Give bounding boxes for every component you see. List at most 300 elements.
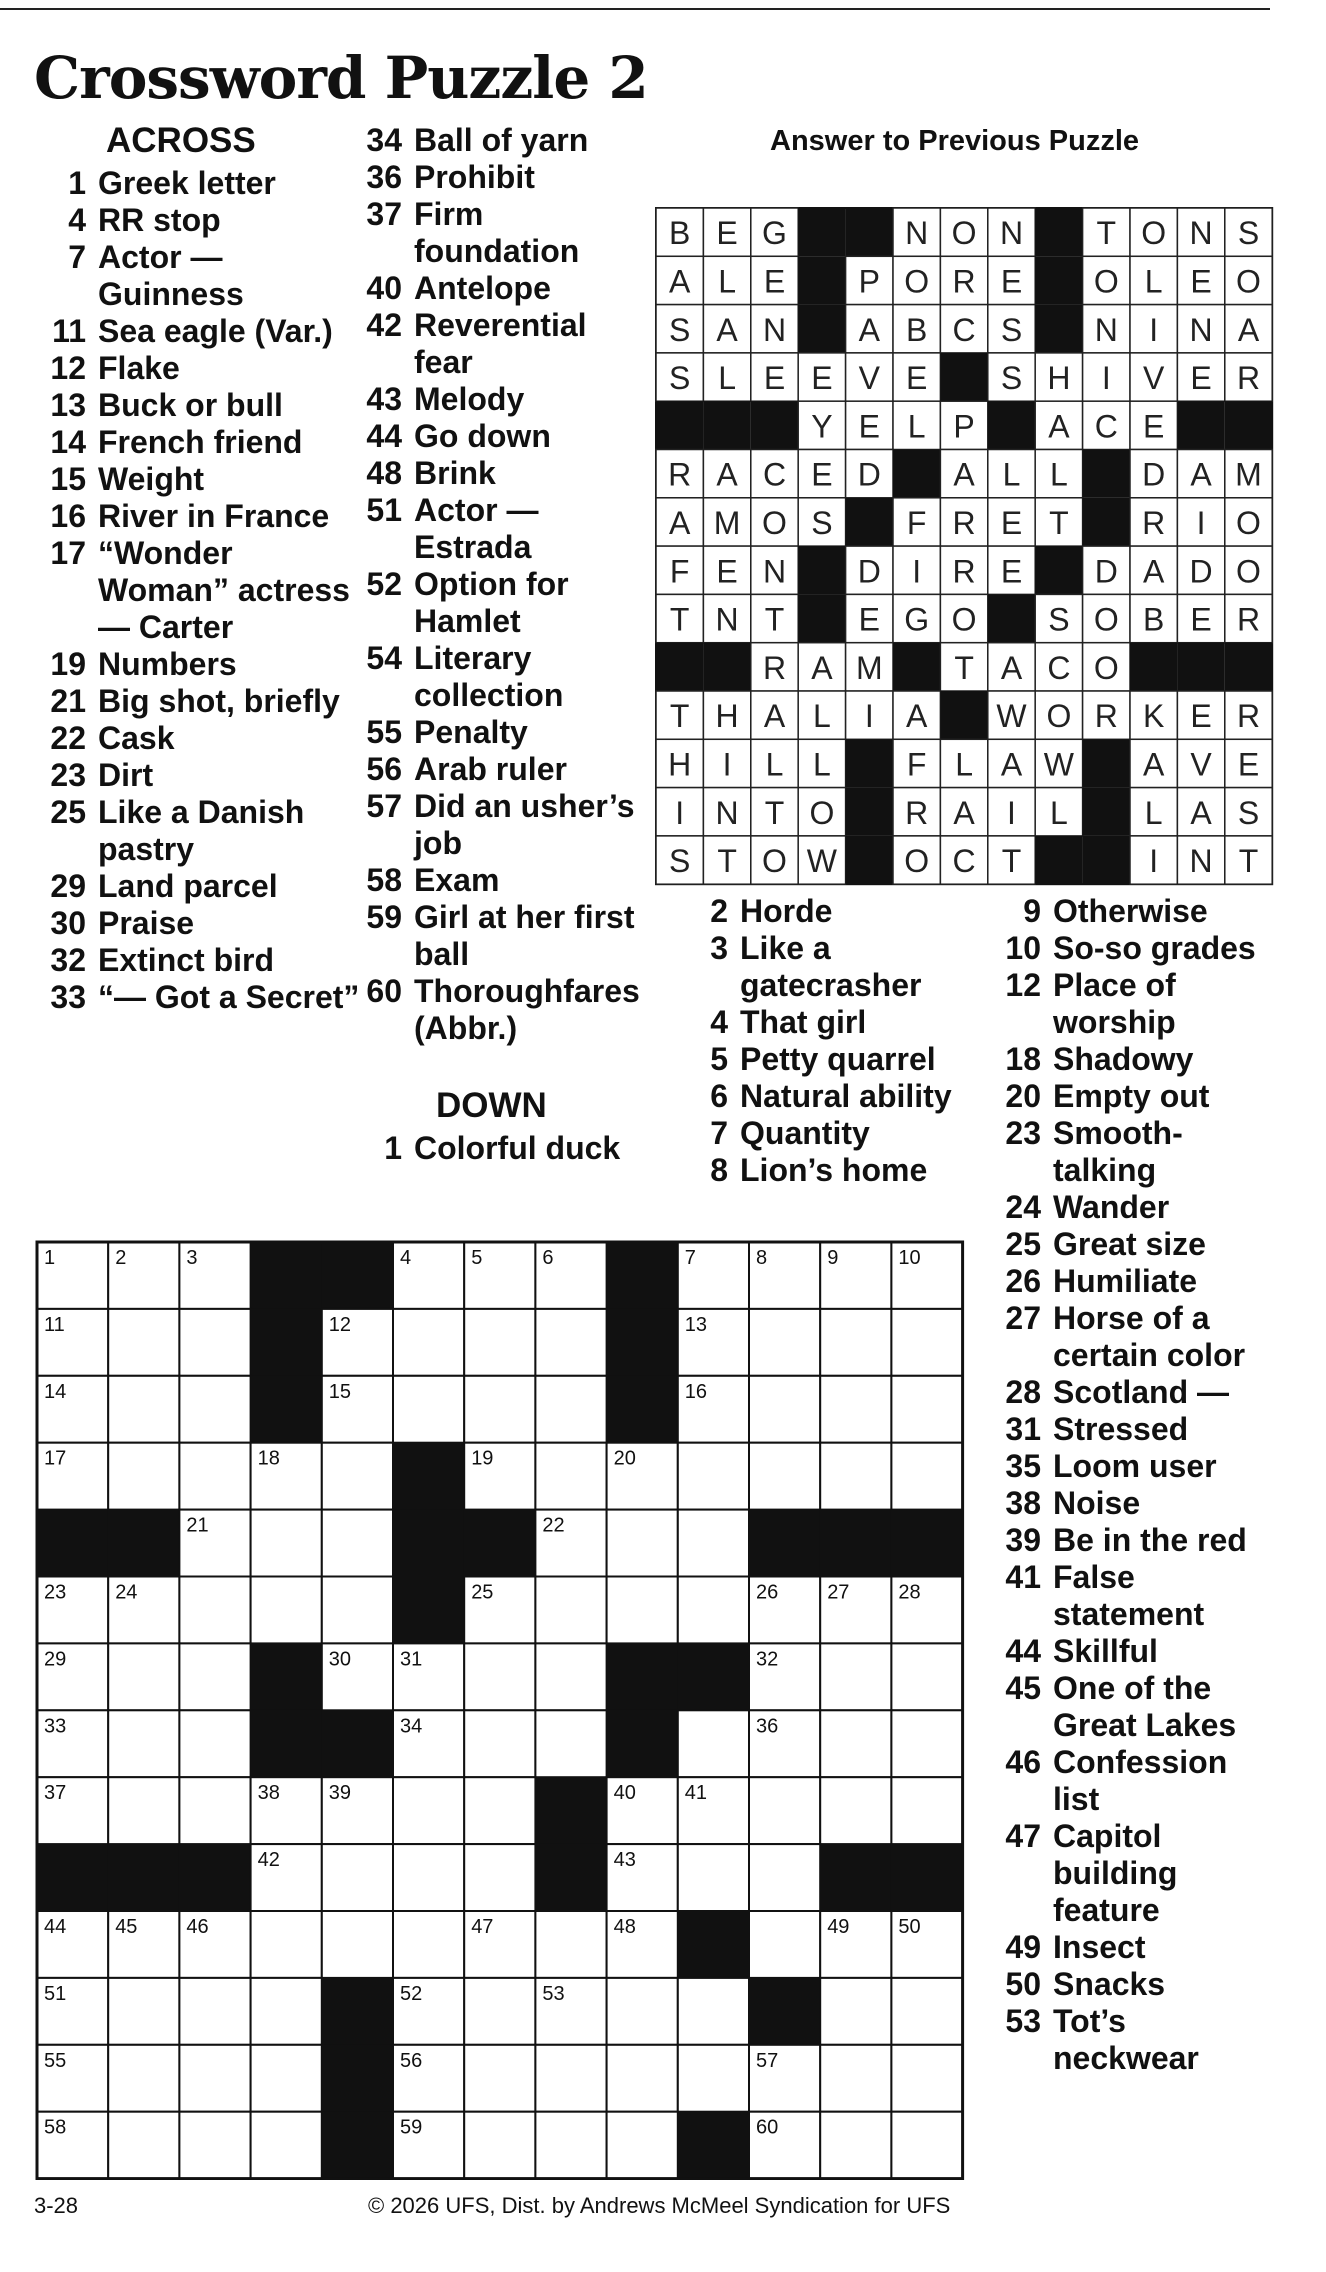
clue-text: Literary collection	[414, 640, 564, 713]
puzzle-cell[interactable]	[820, 1376, 891, 1443]
clue-text: False statement	[1053, 1559, 1205, 1632]
puzzle-cell[interactable]	[749, 1777, 820, 1844]
puzzle-cell[interactable]	[607, 1510, 678, 1577]
answer-letter: E	[858, 408, 880, 445]
clue-number: 21	[50, 683, 86, 719]
clue-number: 12	[50, 350, 86, 386]
answer-letter: L	[765, 746, 784, 783]
answer-black-cell	[798, 594, 845, 642]
answer-letter: S	[1237, 215, 1260, 252]
across-clue-list	[34, 165, 364, 1016]
clue-number: 3	[710, 930, 728, 966]
across-clue-54	[350, 640, 650, 714]
puzzle-cell[interactable]	[108, 1777, 179, 1844]
clue-number: 14	[50, 424, 86, 460]
puzzle-cell[interactable]	[108, 2045, 179, 2112]
across-clue-60	[350, 973, 650, 1047]
puzzle-cell[interactable]	[535, 1309, 606, 1376]
puzzle-cell-number: 4	[400, 1247, 412, 1269]
answer-letter: A	[1143, 746, 1165, 783]
answer-letter: R	[952, 263, 976, 300]
clue-number: 57	[366, 788, 402, 824]
answer-letter: E	[1190, 698, 1212, 735]
puzzle-cell[interactable]	[891, 1309, 962, 1376]
clue-number: 10	[1005, 930, 1041, 966]
answer-letter: F	[906, 504, 927, 541]
puzzle-cell-number: 45	[115, 1916, 138, 1938]
puzzle-cell-number: 9	[827, 1247, 839, 1269]
clue-number: 58	[366, 862, 402, 898]
answer-letter: L	[718, 360, 736, 397]
puzzle-cell-number: 5	[471, 1247, 483, 1269]
answer-letter: R	[952, 553, 976, 590]
down-clue-3	[686, 930, 986, 1004]
puzzle-black-cell	[250, 1643, 322, 1711]
puzzle-cell[interactable]	[179, 1376, 250, 1443]
puzzle-cell-number: 20	[613, 1447, 636, 1470]
puzzle-cell[interactable]	[891, 1376, 962, 1443]
puzzle-cell[interactable]	[891, 1643, 962, 1710]
down-clue-10	[985, 930, 1275, 967]
puzzle-cell[interactable]	[393, 1911, 464, 1978]
puzzle-cell[interactable]	[322, 1911, 393, 1978]
clue-text: Firm foundation	[414, 196, 580, 269]
across-clue-1	[34, 165, 364, 202]
puzzle-cell-number: 1	[44, 1247, 56, 1269]
puzzle-cell[interactable]	[179, 1777, 250, 1844]
answer-letter: I	[912, 553, 922, 590]
answer-letter: A	[1048, 408, 1070, 445]
puzzle-cell[interactable]	[464, 1710, 535, 1777]
puzzle-cell[interactable]	[251, 1978, 322, 2045]
puzzle-cell[interactable]	[678, 1510, 749, 1577]
answer-letter: R	[1236, 601, 1261, 638]
across-clue-7	[34, 239, 364, 313]
puzzle-cell[interactable]	[678, 1710, 749, 1777]
puzzle-cell[interactable]	[678, 1577, 749, 1644]
puzzle-cell[interactable]	[393, 1777, 464, 1844]
copyright-notice: © 2026 UFS, Dist. by Andrews McMeel Syndication for UFS	[368, 2193, 951, 2218]
clue-number: 50	[1005, 1966, 1041, 2002]
puzzle-cell[interactable]	[535, 1376, 606, 1443]
puzzle-cell[interactable]	[393, 1844, 464, 1911]
puzzle-cell-number: 44	[44, 1916, 67, 1938]
puzzle-cell[interactable]	[251, 2112, 322, 2179]
answer-black-cell	[798, 305, 845, 353]
puzzle-cell[interactable]	[891, 1443, 962, 1510]
answer-black-cell	[1083, 498, 1130, 546]
puzzle-cell[interactable]	[607, 2045, 678, 2112]
answer-letter: A	[1000, 746, 1023, 783]
puzzle-black-cell	[250, 1308, 322, 1376]
clue-number: 43	[366, 381, 402, 417]
puzzle-cell[interactable]	[820, 1443, 891, 1510]
puzzle-cell[interactable]	[251, 1510, 322, 1577]
puzzle-cell[interactable]	[179, 2045, 250, 2112]
puzzle-cell[interactable]	[322, 1844, 393, 1911]
puzzle-cell[interactable]	[820, 1710, 891, 1777]
puzzle-cell[interactable]	[251, 1911, 322, 1978]
answer-letter: T	[1096, 215, 1117, 252]
answer-heading: Answer to Previous Puzzle	[770, 125, 1140, 157]
puzzle-cell-number: 60	[756, 2116, 779, 2139]
puzzle-cell[interactable]	[891, 2045, 962, 2112]
puzzle-cell[interactable]	[464, 1376, 535, 1443]
clue-text: Exam	[414, 862, 500, 898]
clue-text: Noise	[1053, 1485, 1141, 1521]
answer-letter: H	[668, 746, 692, 783]
puzzle-cell[interactable]	[108, 1443, 179, 1510]
puzzle-cell-number: 16	[684, 1380, 708, 1403]
clue-number: 4	[710, 1004, 728, 1040]
clue-number: 18	[1005, 1041, 1041, 1077]
answer-letter: V	[1143, 360, 1165, 397]
puzzle-cell[interactable]	[108, 1978, 179, 2045]
clue-number: 39	[1005, 1522, 1041, 1558]
across-clue-11	[34, 313, 364, 350]
across-clue-23	[34, 757, 364, 794]
answer-letter: A	[669, 504, 691, 541]
puzzle-cell[interactable]	[179, 1710, 250, 1777]
clue-text: Thoroughfares (Abbr.)	[414, 973, 640, 1046]
puzzle-cell[interactable]	[179, 2112, 250, 2179]
puzzle-cell[interactable]	[891, 2112, 962, 2179]
answer-letter: N	[715, 794, 739, 831]
puzzle-cell[interactable]	[820, 2112, 891, 2179]
puzzle-cell[interactable]	[179, 1309, 250, 1376]
answer-letter: A	[716, 311, 738, 348]
clue-number: 22	[50, 720, 86, 756]
puzzle-cell[interactable]	[108, 2112, 179, 2179]
puzzle-cell-number: 42	[257, 1849, 280, 1872]
answer-letter: L	[813, 698, 831, 735]
puzzle-black-cell	[321, 1242, 393, 1310]
clue-text: Great size	[1053, 1226, 1206, 1262]
answer-letter: I	[864, 698, 874, 735]
puzzle-cell[interactable]	[678, 1978, 749, 2045]
answer-letter: A	[811, 649, 833, 686]
clue-number: 16	[50, 498, 86, 534]
across-clue-57	[350, 788, 650, 862]
clue-text: Natural ability	[740, 1078, 952, 1114]
puzzle-cell[interactable]	[607, 1978, 678, 2045]
answer-black-cell	[893, 643, 940, 691]
puzzle-cell[interactable]	[108, 1710, 179, 1777]
answer-letter: D	[1094, 553, 1118, 590]
puzzle-cell[interactable]	[535, 1443, 606, 1510]
clue-text: Reverential fear	[414, 307, 587, 380]
across-clue-21	[34, 683, 364, 720]
puzzle-cell[interactable]	[535, 1710, 606, 1777]
answer-letter: M	[855, 649, 883, 686]
puzzle-cell-number: 51	[44, 1982, 67, 2005]
answer-black-cell	[798, 546, 845, 594]
puzzle-cell[interactable]	[179, 1978, 250, 2045]
clue-text: Colorful duck	[414, 1130, 621, 1166]
answer-letter: O	[1141, 215, 1167, 252]
clue-text: Did an usher’s job	[414, 788, 635, 861]
puzzle-cell-number: 10	[898, 1247, 921, 1269]
puzzle-cell[interactable]	[607, 2112, 678, 2179]
answer-letter: V	[858, 360, 880, 397]
puzzle-cell[interactable]	[179, 1443, 250, 1510]
puzzle-cell[interactable]	[891, 1978, 962, 2045]
down-clue-1	[350, 1130, 650, 1167]
clue-number: 1	[68, 165, 86, 201]
puzzle-cell-number: 29	[44, 1648, 67, 1671]
puzzle-black-cell	[393, 1576, 465, 1644]
down-clue-47	[985, 1818, 1275, 1929]
down-clue-45	[985, 1670, 1275, 1744]
answer-letter: B	[906, 311, 928, 348]
puzzle-cell[interactable]	[891, 1710, 962, 1777]
puzzle-cell-number: 6	[542, 1247, 554, 1269]
across-clue-58	[350, 862, 650, 899]
answer-letter: L	[1050, 456, 1068, 493]
down-clue-35	[985, 1448, 1275, 1485]
puzzle-cell-number: 41	[684, 1782, 708, 1805]
answer-black-cell	[1225, 643, 1272, 691]
answer-letter: O	[904, 263, 930, 300]
across-clue-55	[350, 714, 650, 751]
puzzle-cell[interactable]	[749, 1309, 820, 1376]
puzzle-cell[interactable]	[251, 1577, 322, 1644]
clue-number: 30	[50, 905, 86, 941]
down-clue-39	[985, 1522, 1275, 1559]
puzzle-cell[interactable]	[678, 1844, 749, 1911]
puzzle-cell-number: 18	[257, 1447, 280, 1470]
across-clue-13	[34, 387, 364, 424]
clue-text: “Wonder Woman” actress — Carter	[98, 535, 350, 645]
clue-text: Humiliate	[1053, 1263, 1198, 1299]
puzzle-cell-number: 59	[400, 2116, 423, 2139]
puzzle-cell[interactable]	[891, 1777, 962, 1844]
answer-letter: D	[1189, 553, 1213, 590]
answer-letter: N	[999, 215, 1024, 252]
answer-black-cell	[1083, 450, 1130, 498]
answer-letter: A	[953, 456, 975, 493]
puzzle-cell[interactable]	[393, 1309, 464, 1376]
answer-letter: F	[669, 553, 690, 590]
puzzle-cell-number: 38	[257, 1782, 280, 1805]
clue-number: 42	[366, 307, 402, 343]
clue-text: Girl at her first ball	[414, 899, 635, 972]
clue-number: 9	[1023, 893, 1041, 929]
across-clue-40	[350, 270, 650, 307]
clue-text: Skillful	[1053, 1633, 1158, 1669]
puzzle-cell[interactable]	[464, 1777, 535, 1844]
puzzle-cell[interactable]	[749, 1443, 820, 1510]
answer-black-cell	[846, 836, 893, 884]
puzzle-cell[interactable]	[464, 1978, 535, 2045]
puzzle-cell[interactable]	[678, 1443, 749, 1510]
puzzle-cell[interactable]	[749, 1376, 820, 1443]
down-column-3	[686, 893, 986, 1189]
puzzle-cell[interactable]	[535, 2045, 606, 2112]
answer-letter: O	[762, 843, 787, 880]
answer-letter: T	[764, 601, 785, 638]
puzzle-cell[interactable]	[607, 1577, 678, 1644]
puzzle-cell[interactable]	[322, 1510, 393, 1577]
answer-letter: S	[1237, 794, 1260, 831]
puzzle-cell[interactable]	[678, 2045, 749, 2112]
puzzle-cell[interactable]	[749, 1911, 820, 1978]
puzzle-cell[interactable]	[820, 1309, 891, 1376]
down-clue-50	[985, 1966, 1275, 2003]
puzzle-cell[interactable]	[108, 1309, 179, 1376]
puzzle-black-cell	[535, 1844, 607, 1912]
down-clue-list-right	[985, 893, 1275, 2077]
clue-text: River in France	[98, 498, 330, 534]
puzzle-cell[interactable]	[179, 1577, 250, 1644]
clue-text: Lion’s home	[740, 1152, 928, 1188]
clue-text: One of the Great Lakes	[1053, 1670, 1237, 1743]
puzzle-cell-number: 3	[186, 1247, 198, 1269]
answer-black-cell	[988, 594, 1035, 642]
down-clue-41	[985, 1559, 1275, 1633]
answer-letter: F	[906, 746, 927, 783]
puzzle-black-cell	[321, 1977, 393, 2045]
puzzle-cell[interactable]	[535, 1911, 606, 1978]
answer-letter: A	[1000, 649, 1023, 686]
answer-letter: L	[1050, 794, 1068, 831]
answer-letter: T	[717, 843, 737, 880]
clue-number: 28	[1005, 1374, 1041, 1410]
answer-letter: S	[1000, 311, 1023, 348]
puzzle-grid	[35, 1240, 965, 2180]
puzzle-black-cell	[179, 1844, 251, 1912]
across-clue-59	[350, 899, 650, 973]
down-clue-28	[985, 1374, 1275, 1411]
puzzle-cell-number: 55	[44, 2049, 67, 2072]
puzzle-black-cell	[677, 2111, 749, 2179]
clue-text: Insect	[1053, 1929, 1146, 1965]
clue-text: Snacks	[1053, 1966, 1166, 2002]
clue-text: Quantity	[740, 1115, 870, 1151]
puzzle-cell[interactable]	[464, 2112, 535, 2179]
puzzle-black-cell	[677, 1643, 749, 1711]
across-clue-43	[350, 381, 650, 418]
puzzle-cell-number: 27	[827, 1581, 850, 1604]
answer-letter: L	[1144, 263, 1163, 300]
puzzle-cell[interactable]	[535, 1643, 606, 1710]
answer-black-cell	[846, 739, 893, 787]
clue-text: Actor — Guinness	[98, 239, 244, 312]
puzzle-cell-number: 21	[186, 1514, 209, 1537]
clue-text: Dirt	[98, 757, 154, 793]
answer-letter: E	[1000, 263, 1023, 300]
answer-letter: I	[722, 746, 732, 783]
puzzle-cell[interactable]	[322, 1577, 393, 1644]
puzzle-cell[interactable]	[179, 1643, 250, 1710]
puzzle-cell-number: 49	[827, 1916, 850, 1938]
puzzle-cell[interactable]	[535, 1577, 606, 1644]
answer-letter: D	[857, 456, 881, 493]
clue-text: Loom user	[1053, 1448, 1217, 1484]
puzzle-black-cell	[820, 1844, 892, 1912]
answer-black-cell	[1130, 643, 1177, 691]
puzzle-cell-number: 8	[756, 1247, 768, 1269]
puzzle-cell[interactable]	[108, 1376, 179, 1443]
answer-letter: N	[762, 553, 787, 590]
answer-letter: D	[857, 553, 881, 590]
answer-letter: R	[668, 456, 692, 493]
answer-letter: N	[762, 311, 787, 348]
puzzle-cell[interactable]	[535, 2112, 606, 2179]
answer-letter: A	[1190, 456, 1212, 493]
answer-letter: C	[952, 311, 976, 348]
puzzle-black-cell	[108, 1844, 180, 1912]
clue-text: Tot’s neckwear	[1053, 2003, 1199, 2076]
answer-letter: O	[809, 794, 835, 831]
puzzle-cell[interactable]	[820, 1978, 891, 2045]
puzzle-black-cell	[891, 1844, 963, 1912]
answer-letter: R	[905, 794, 929, 831]
clue-number: 17	[50, 535, 86, 571]
down-clue-27	[985, 1300, 1275, 1374]
down-clue-25	[985, 1226, 1275, 1263]
clue-text: Petty quarrel	[740, 1041, 936, 1077]
answer-letter: L	[1002, 456, 1021, 493]
answer-letter: O	[1236, 553, 1261, 590]
answer-black-cell	[751, 401, 798, 449]
across-column-2	[350, 122, 650, 1167]
puzzle-cell[interactable]	[251, 2045, 322, 2112]
across-clue-36	[350, 159, 650, 196]
clue-text: French friend	[98, 424, 303, 460]
puzzle-black-cell	[37, 1844, 109, 1912]
puzzle-cell[interactable]	[464, 2045, 535, 2112]
puzzle-cell[interactable]	[820, 1643, 891, 1710]
answer-letter: G	[904, 601, 930, 638]
puzzle-black-cell	[108, 1509, 180, 1577]
answer-letter: E	[763, 360, 786, 397]
puzzle-cell-number: 53	[542, 1982, 565, 2005]
clue-number: 41	[1005, 1559, 1041, 1595]
puzzle-cell[interactable]	[108, 1643, 179, 1710]
puzzle-cell[interactable]	[322, 1443, 393, 1510]
answer-letter: O	[904, 843, 930, 880]
across-clue-44	[350, 418, 650, 455]
answer-letter: T	[1001, 843, 1022, 880]
puzzle-cell-number: 47	[471, 1916, 494, 1938]
puzzle-cell[interactable]	[464, 1643, 535, 1710]
puzzle-cell[interactable]	[464, 1844, 535, 1911]
clue-number: 55	[366, 714, 402, 750]
puzzle-cell[interactable]	[749, 1844, 820, 1911]
puzzle-cell[interactable]	[820, 2045, 891, 2112]
clue-number: 4	[68, 202, 86, 238]
clue-text: Horse of a certain color	[1053, 1300, 1246, 1373]
answer-letter: E	[763, 263, 786, 300]
puzzle-cell[interactable]	[464, 1309, 535, 1376]
down-clue-46	[985, 1744, 1275, 1818]
answer-black-cell	[988, 401, 1035, 449]
answer-letter: S	[811, 504, 833, 541]
answer-letter: T	[669, 601, 690, 638]
across-clue-16	[34, 498, 364, 535]
puzzle-black-cell	[535, 1777, 607, 1845]
puzzle-cell[interactable]	[393, 1376, 464, 1443]
down-clue-53	[985, 2003, 1275, 2077]
answer-letter: A	[763, 698, 786, 735]
puzzle-cell[interactable]	[820, 1777, 891, 1844]
clue-number: 44	[366, 418, 402, 454]
puzzle-cell-number: 33	[44, 1715, 67, 1738]
clue-text: Sea eagle (Var.)	[98, 313, 333, 349]
top-rule	[0, 8, 1270, 10]
answer-grid	[655, 207, 1275, 889]
